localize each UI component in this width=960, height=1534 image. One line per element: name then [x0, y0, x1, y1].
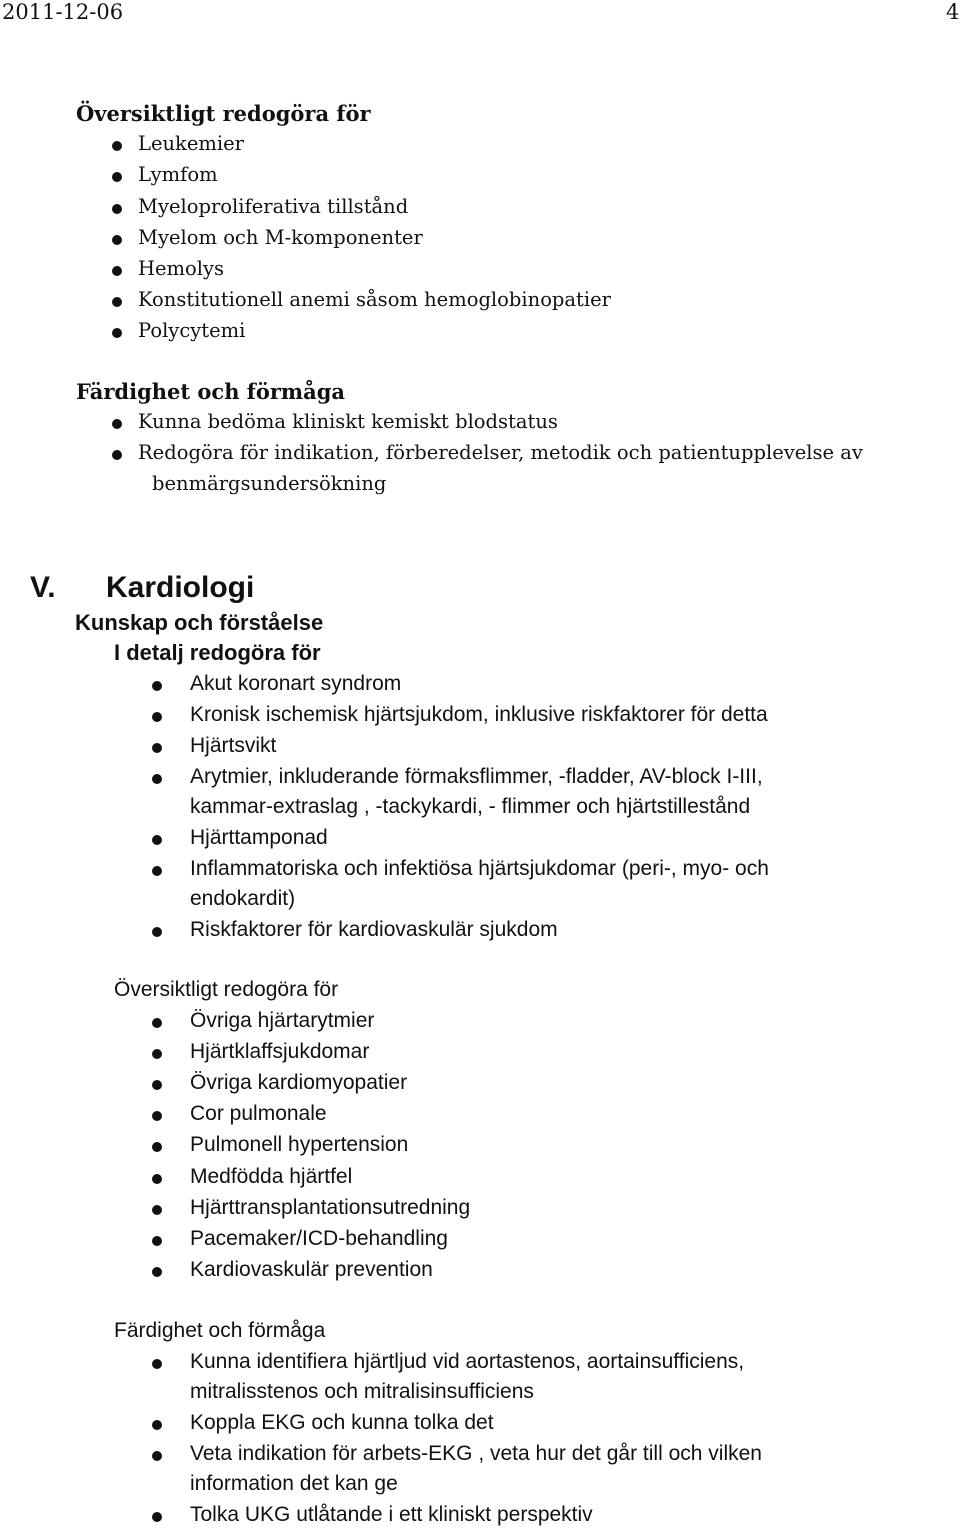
- detail-heading: I detalj redogöra för: [114, 640, 321, 665]
- bullet-icon: [152, 1142, 162, 1152]
- bullet-icon: [112, 297, 122, 307]
- list-item: Medfödda hjärtfel: [190, 1165, 353, 1188]
- bullet-icon: [112, 450, 122, 460]
- list-item-continuation: benmärgsundersökning: [152, 472, 387, 495]
- list-item: Cor pulmonale: [190, 1102, 327, 1125]
- list-item: Akut koronart syndrom: [190, 672, 402, 695]
- bullet-icon: [152, 1080, 162, 1090]
- bullet-icon: [152, 927, 162, 937]
- list-item: Kardiovaskulär prevention: [190, 1258, 433, 1281]
- list-item: Redogöra för indikation, förberedelser, metodik och patientupplevelse av: [138, 441, 863, 464]
- list-item: Leukemier: [138, 132, 244, 155]
- bullet-icon: [152, 712, 162, 722]
- bullet-icon: [152, 1174, 162, 1184]
- bullet-icon: [152, 681, 162, 691]
- bullet-icon: [112, 266, 122, 276]
- list-item: Kunna identifiera hjärtljud vid aortastenos, aortainsufficiens,: [190, 1350, 745, 1373]
- section-numeral: V.: [30, 571, 56, 604]
- bullet-icon: [112, 235, 122, 245]
- list-item: Myeloproliferativa tillstånd: [138, 195, 409, 218]
- list-item-continuation: kammar-extraslag , -tackykardi, - flimmer och hjärtstillestånd: [190, 795, 751, 818]
- bullet-icon: [152, 1359, 162, 1369]
- list-item: Pacemaker/ICD-behandling: [190, 1227, 448, 1250]
- list-item: Lymfom: [138, 163, 218, 186]
- bullet-icon: [152, 1236, 162, 1246]
- list-item: Pulmonell hypertension: [190, 1133, 409, 1156]
- skills-heading: Färdighet och förmåga: [114, 1319, 326, 1342]
- header-date: 2011-12-06: [2, 0, 124, 24]
- overview-heading: Översiktligt redogöra för: [114, 978, 339, 1001]
- bullet-icon: [152, 835, 162, 845]
- list-item: Hjärttransplantationsutredning: [190, 1196, 471, 1219]
- bullet-icon: [152, 1205, 162, 1215]
- bullet-icon: [152, 1049, 162, 1059]
- list-item: Hjärtsvikt: [190, 734, 277, 757]
- bullet-icon: [152, 774, 162, 784]
- bullet-icon: [152, 743, 162, 753]
- bullet-icon: [112, 328, 122, 338]
- bullet-icon: [152, 866, 162, 876]
- list-item: Övriga kardiomyopatier: [190, 1071, 408, 1094]
- bullet-icon: [152, 1512, 162, 1522]
- list-item-continuation: endokardit): [190, 887, 296, 910]
- bullet-icon: [112, 419, 122, 429]
- list-item: Övriga hjärtarytmier: [190, 1009, 375, 1032]
- list-item: Kunna bedöma kliniskt kemiskt blodstatus: [138, 410, 558, 433]
- section1-overview-heading: Översiktligt redogöra för: [76, 101, 371, 126]
- bullet-icon: [152, 1451, 162, 1461]
- list-item-continuation: mitralisstenos och mitralisinsufficiens: [190, 1380, 534, 1403]
- section-title: Kardiologi: [106, 571, 255, 604]
- bullet-icon: [152, 1018, 162, 1028]
- list-item: Polycytemi: [138, 319, 246, 342]
- list-item: Kronisk ischemisk hjärtsjukdom, inklusive riskfaktorer för detta: [190, 703, 768, 726]
- list-item: Hjärtklaffsjukdomar: [190, 1040, 370, 1063]
- bullet-icon: [152, 1420, 162, 1430]
- list-item: Arytmier, inkluderande förmaksflimmer, -fladder, AV-block I-III,: [190, 765, 763, 788]
- page-number: 4: [946, 0, 960, 24]
- bullet-icon: [152, 1111, 162, 1121]
- list-item-continuation: information det kan ge: [190, 1472, 398, 1495]
- bullet-icon: [112, 141, 122, 151]
- bullet-icon: [112, 204, 122, 214]
- bullet-icon: [152, 1267, 162, 1277]
- list-item: Riskfaktorer för kardiovaskulär sjukdom: [190, 918, 558, 941]
- list-item: Koppla EKG och kunna tolka det: [190, 1411, 494, 1434]
- list-item: Inflammatoriska och infektiösa hjärtsjukdomar (peri-, myo- och: [190, 857, 769, 880]
- list-item: Hjärttamponad: [190, 826, 328, 849]
- list-item: Tolka UKG utlåtande i ett kliniskt perspektiv: [190, 1503, 593, 1526]
- list-item: Myelom och M-komponenter: [138, 226, 423, 249]
- list-item: Veta indikation för arbets-EKG , veta hur det går till och vilken: [190, 1442, 762, 1465]
- knowledge-heading: Kunskap och förståelse: [75, 610, 324, 635]
- list-item: Konstitutionell anemi såsom hemoglobinopatier: [138, 288, 611, 311]
- bullet-icon: [112, 172, 122, 182]
- section1-skills-heading: Färdighet och förmåga: [76, 379, 346, 404]
- list-item: Hemolys: [138, 257, 225, 280]
